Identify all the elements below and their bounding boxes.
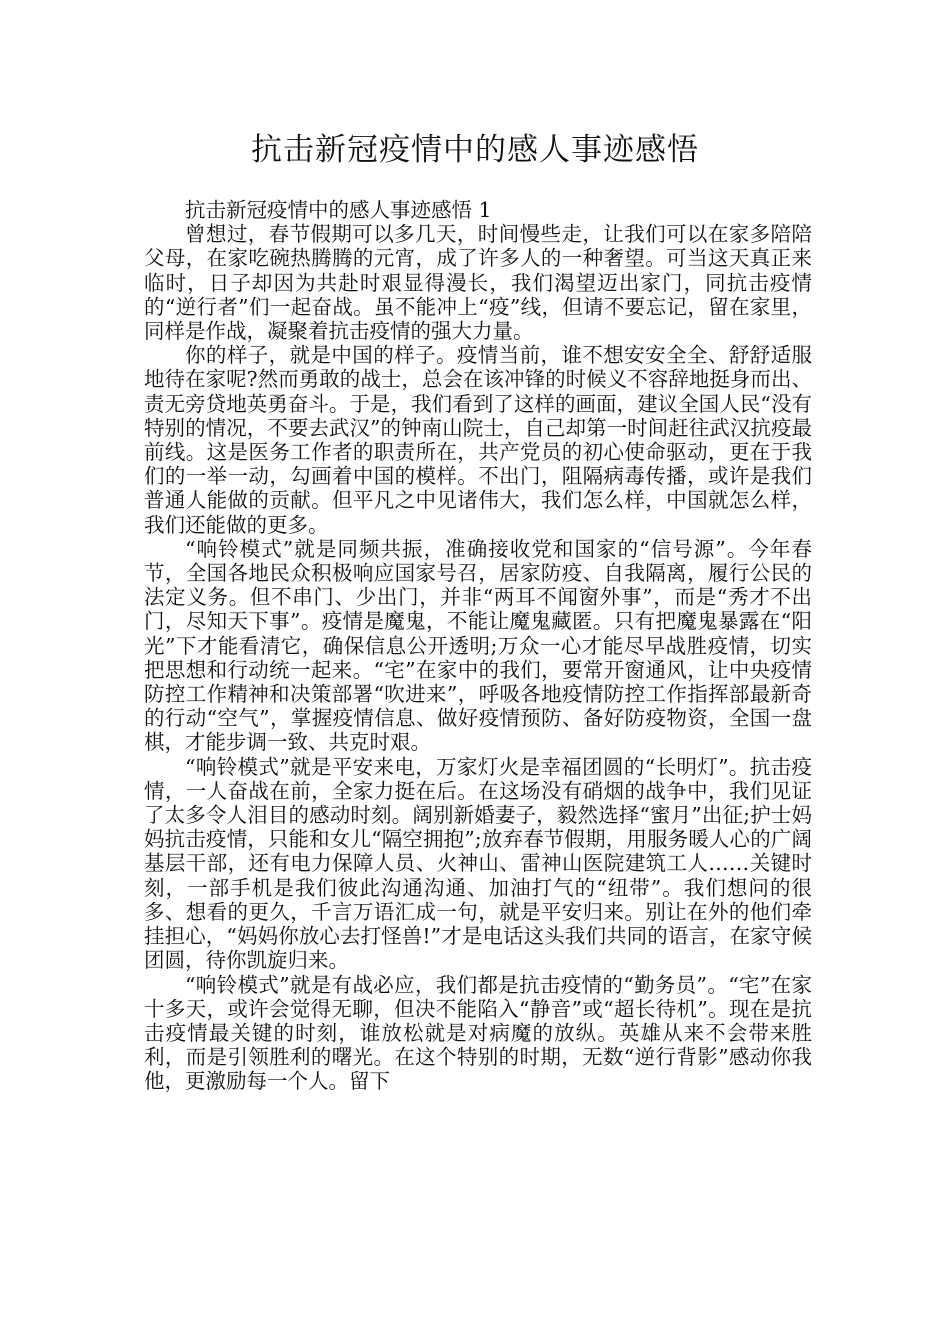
paragraph: “响铃模式”就是同频共振，准确接收党和国家的“信号源”。今年春节，全国各地民众积极响应国家号召，居家防疫、自我隔离，履行公民的法定义务。但不串门、少出门，并非“两耳不闻窗外事”，而是“秀才不出门，尽知天下事”。疫情是魔鬼，不能让魔鬼藏匿。只有把魔鬼暴露在“阳光”下才能看清它，确保信息公开透明;万众一心才能尽早战胜疫情，切实把思想和行动统一起来。“宅”在家中的我们，要常开窗通风，让中央疫情防控工作精神和决策部署“吹进来”，呼吸各地疫情防控工作指挥部最新奇的行动“空气”，掌握疫情信息、做好疫情预防、备好防疫物资，全国一盘棋，才能步调一致、共克时艰。 <box>144 536 812 755</box>
paragraph: “响铃模式”就是有战必应，我们都是抗击疫情的“勤务员”。“宅”在家十多天，或许会觉得无聊，但决不能陷入“静音”或“超长待机”。现在是抗击疫情最关键的时刻，谁放松就是对病魔的放纵。英雄从来不会带来胜利，而是引领胜利的曙光。在这个特别的时期，无数“逆行背影”感动你我他，更激励每一个人。留下 <box>144 972 812 1094</box>
document-title: 抗击新冠疫情中的感人事迹感悟 <box>251 132 699 168</box>
section-heading: 抗击新冠疫情中的感人事迹感悟 1 <box>185 198 492 222</box>
paragraph: “响铃模式”就是平安来电，万家灯火是幸福团圆的“长明灯”。抗击疫情，一人奋战在前，全家力挺在后。在这场没有硝烟的战争中，我们见证了太多令人泪目的感动时刻。阔别新婚妻子，毅然选择“蜜月”出征;护士妈妈抗击疫情，只能和女儿“隔空拥抱”;放弃春节假期，用服务暖人心的广阔基层干部，还有电力保障人员、火神山、雷神山医院建筑工人……关键时刻，一部手机是我们彼此沟通沟通、加油打气的“纽带”。我们想问的很多、想看的更久，千言万语汇成一句，就是平安归来。别让在外的他们牵挂担心，“妈妈你放心去打怪兽!”才是电话这头我们共同的语言，在家守候团圆，待你凯旋归来。 <box>144 754 812 973</box>
paragraph: 曾想过，春节假期可以多几天，时间慢些走，让我们可以在家多陪陪父母，在家吃碗热腾腾的元宵，成了许多人的一种奢望。可当这天真正来临时，日子却因为共赴时艰显得漫长，我们渴望迈出家门，同抗击疫情的“逆行者”们一起奋战。虽不能冲上“疫”线，但请不要忘记，留在家里，同样是作战，凝聚着抗击疫情的强大力量。 <box>144 222 812 344</box>
paragraph: 你的样子，就是中国的样子。疫情当前，谁不想安安全全、舒舒适服地待在家呢?然而勇敢的战士，总会在该冲锋的时候义不容辞地挺身而出、责无旁贷地英勇奋斗。于是，我们看到了这样的画面，建议全国人民“没有特别的情况，不要去武汉”的钟南山院士，自己却第一时间赶往武汉抗疫最前线。这是医务工作者的职责所在，共产党员的初心使命驱动，更在于我们的一举一动，勾画着中国的模样。不出门，阻隔病毒传播，或许是我们普通人能做的贡献。但平凡之中见诸伟大，我们怎么样，中国就怎么样，我们还能做的更多。 <box>144 343 812 537</box>
document-body <box>144 198 812 1094</box>
